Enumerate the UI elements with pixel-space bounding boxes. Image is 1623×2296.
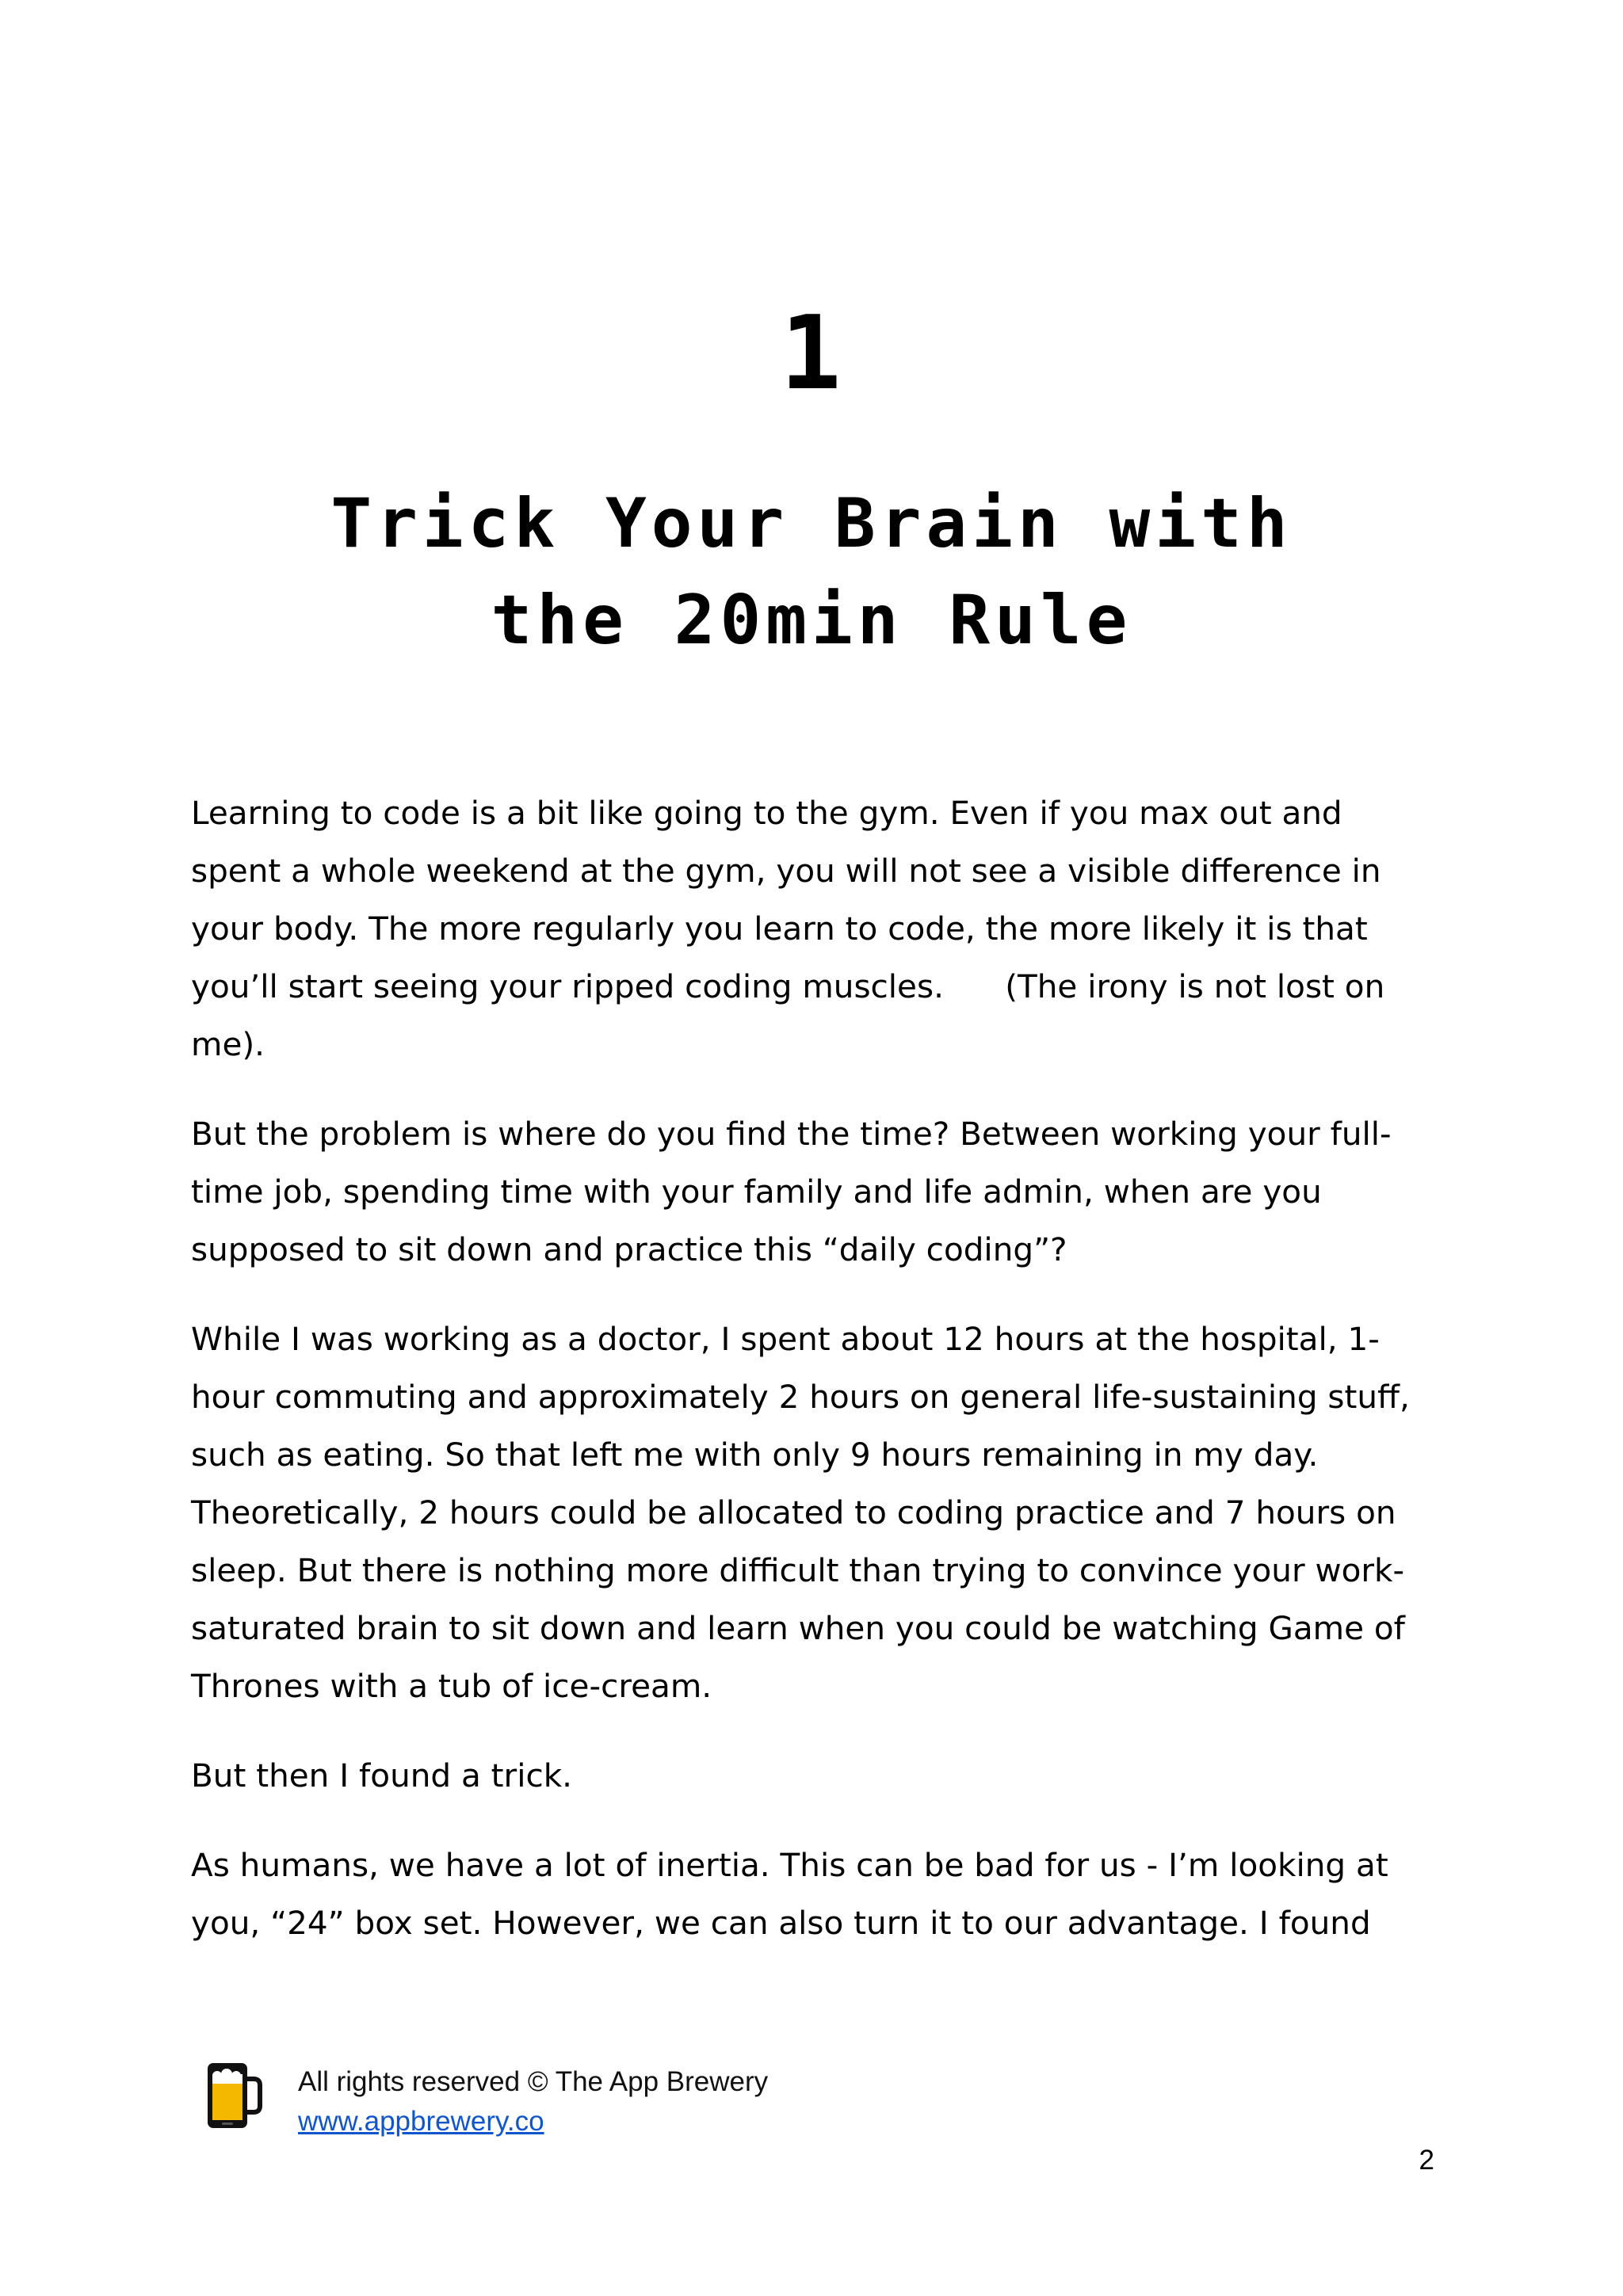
chapter-title-line-2: the 20min Rule [491,581,1132,660]
chapter-title [190,475,1433,669]
footer [204,2060,1472,2139]
chapter-title-line-1: Trick Your Brain with [330,484,1293,563]
paragraph-3: While I was working as a doctor, I spent about 12 hours at the hospital, 1-hour commuting and approximately 2 hours on general life-sustaining stuff, such as eating. So that left me with only 9 hours remaining in my day. Theoretically, 2 hours could be allocated to coding practice and 7 hours on sleep. But there is nothing more difficult than trying to convince your work-saturated brain to sit down and learn when you could be watching Game of Thrones with a tub of ice-cream. [191,1320,1410,1705]
body-text [191,784,1435,1984]
chapter-number: 1 [780,295,843,413]
paragraph-2: But the problem is where do you find the time? Between working your full-time job, spending time with your family and life admin, when are you supposed to sit down and practice this “daily coding”? [191,1115,1392,1268]
copyright-text: All rights reserved © The App Brewery [298,2066,769,2097]
paragraph-4: But then I found a trick. [191,1756,573,1794]
website-link[interactable]: www.appbrewery.co [298,2106,544,2137]
paragraph-1: Learning to code is a bit like going to the gym. Even if you max out and spent a whole weekend at the gym, you will not see a visible difference in your body. The more regularly you learn to code, the more likely it is that you’ll start seeing your ripped coding muscles. (The irony is not lost on me). [191,794,1396,1063]
page-number: 2 [1419,2145,1434,2176]
beer-mug-phone-icon [204,2060,263,2131]
paragraph-5: As humans, we have a lot of inertia. This can be bad for us - I’m looking at you, “24” box set. However, we can also turn it to our advantage. I found [191,1846,1388,1942]
